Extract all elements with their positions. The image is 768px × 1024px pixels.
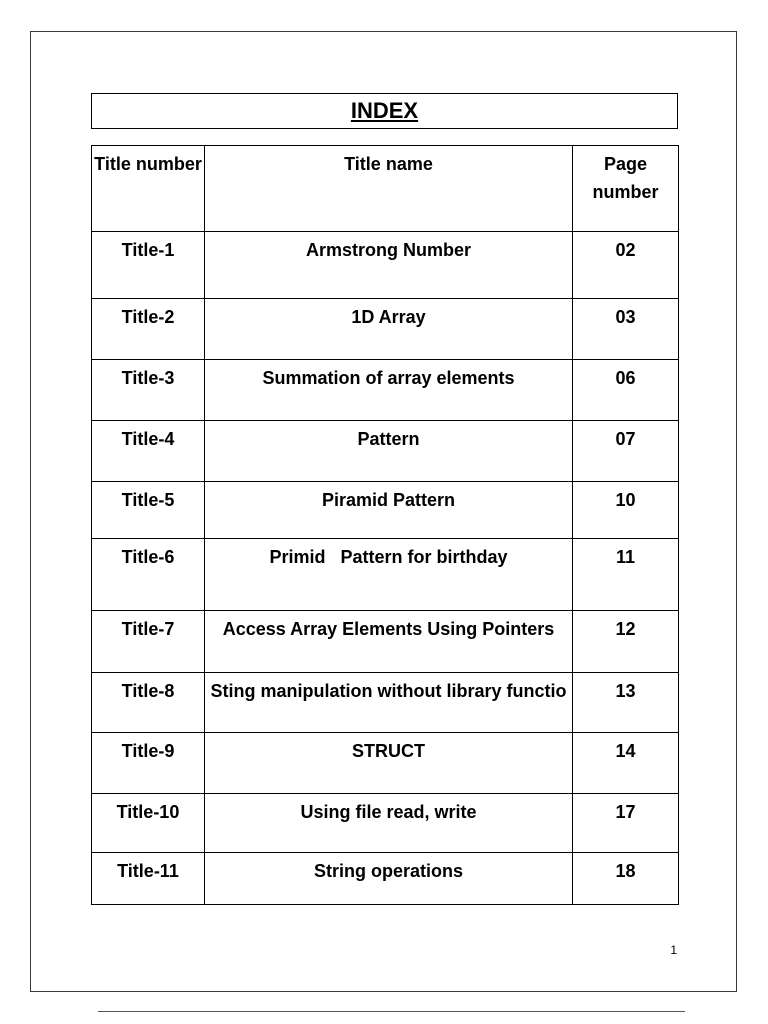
table-row [92, 853, 679, 905]
row-page-number: 11 [573, 539, 679, 611]
row-title-number: Title-8 [92, 673, 205, 733]
row-title-name: Armstrong Number [205, 232, 573, 299]
table-row [92, 482, 679, 539]
row-title-number: Title-1 [92, 232, 205, 299]
page-number: 1 [670, 943, 677, 957]
table-row [92, 539, 679, 611]
row-title-name: Pattern [205, 421, 573, 482]
row-title-number: Title-9 [92, 733, 205, 794]
row-title-name: 1D Array [205, 299, 573, 360]
row-title-number: Title-7 [92, 611, 205, 673]
table-row [92, 232, 679, 299]
row-page-number: 13 [573, 673, 679, 733]
row-page-number: 07 [573, 421, 679, 482]
row-title-name: Access Array Elements Using Pointers [205, 611, 573, 673]
row-page-number: 06 [573, 360, 679, 421]
table-row [92, 360, 679, 421]
row-page-number: 14 [573, 733, 679, 794]
row-title-number: Title-4 [92, 421, 205, 482]
index-heading-box [91, 93, 678, 129]
table-row [92, 733, 679, 794]
header-title-number: Title number [92, 146, 205, 232]
table-row [92, 421, 679, 482]
row-title-name: Using file read, write [205, 794, 573, 853]
row-title-number: Title-11 [92, 853, 205, 905]
index-title: INDEX [350, 98, 419, 123]
row-page-number: 03 [573, 299, 679, 360]
row-page-number: 12 [573, 611, 679, 673]
index-table [91, 145, 679, 905]
table-header-row [92, 146, 679, 232]
row-page-number: 17 [573, 794, 679, 853]
header-page-number: Page number [573, 146, 679, 232]
row-page-number: 10 [573, 482, 679, 539]
row-title-name: Summation of array elements [205, 360, 573, 421]
row-title-number: Title-3 [92, 360, 205, 421]
row-page-number: 02 [573, 232, 679, 299]
row-title-name: STRUCT [205, 733, 573, 794]
table-row [92, 611, 679, 673]
row-page-number: 18 [573, 853, 679, 905]
table-row [92, 794, 679, 853]
table-row [92, 673, 679, 733]
row-title-name: Piramid Pattern [205, 482, 573, 539]
row-title-name: Primid Pattern for birthday [205, 539, 573, 611]
row-title-number: Title-6 [92, 539, 205, 611]
row-title-number: Title-2 [92, 299, 205, 360]
row-title-name: Sting manipulation without library functio [205, 673, 573, 733]
footer-divider [98, 1011, 685, 1012]
table-row [92, 299, 679, 360]
row-title-number: Title-5 [92, 482, 205, 539]
row-title-name: String operations [205, 853, 573, 905]
header-title-name: Title name [205, 146, 573, 232]
row-title-number: Title-10 [92, 794, 205, 853]
